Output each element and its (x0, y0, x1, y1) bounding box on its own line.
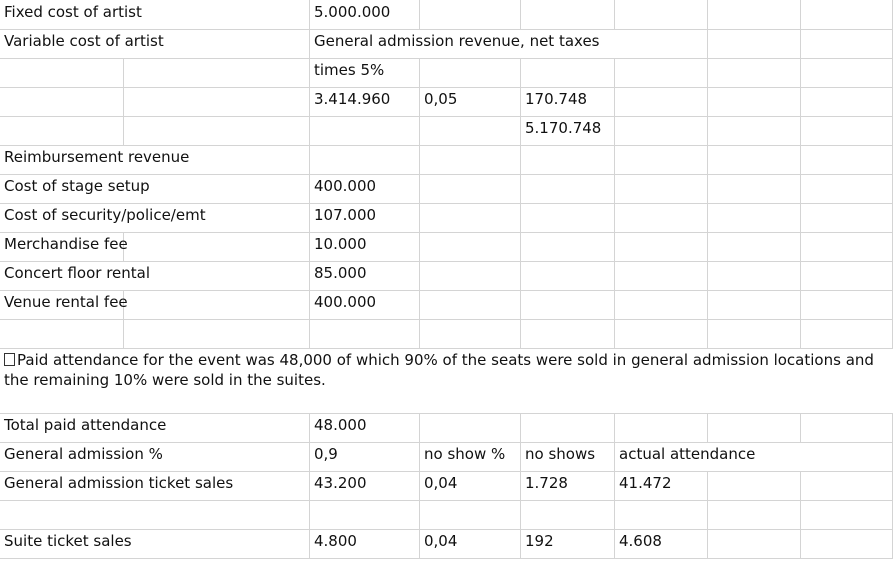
cell[interactable] (708, 501, 801, 529)
cell[interactable] (521, 59, 615, 87)
cell[interactable] (124, 88, 310, 116)
cell[interactable] (310, 146, 420, 174)
cell[interactable] (801, 501, 893, 529)
label-total-paid-attendance: Total paid attendance (4, 416, 167, 434)
cell[interactable] (708, 146, 801, 174)
label-ga-percent: General admission % (4, 445, 163, 463)
sheet-row (0, 30, 893, 59)
cell[interactable] (801, 0, 893, 29)
cell[interactable] (615, 204, 708, 232)
sheet-row (0, 0, 893, 30)
cell[interactable] (615, 175, 708, 203)
cell[interactable] (801, 443, 893, 471)
cell[interactable] (708, 233, 801, 261)
checkbox-glyph-icon (4, 353, 15, 366)
cell[interactable] (708, 117, 801, 145)
label-stage-setup: Cost of stage setup (4, 177, 150, 195)
value-merchandise-fee: 10.000 (314, 235, 367, 253)
cell[interactable] (420, 233, 521, 261)
cell[interactable] (615, 262, 708, 290)
cell[interactable] (124, 59, 310, 87)
sheet-row (0, 59, 893, 88)
sheet-row (0, 501, 893, 530)
value-floor-rental: 85.000 (314, 264, 367, 282)
value-stage-setup: 400.000 (314, 177, 377, 195)
cell[interactable] (124, 233, 310, 261)
cell[interactable] (420, 291, 521, 319)
sheet-row (0, 233, 893, 262)
sheet-row (0, 291, 893, 320)
cell[interactable] (801, 88, 893, 116)
sheet-row (0, 204, 893, 233)
cell[interactable] (801, 320, 893, 348)
cell[interactable] (801, 204, 893, 232)
cell[interactable] (708, 59, 801, 87)
sheet-row (0, 262, 893, 291)
cell[interactable] (124, 320, 310, 348)
cell[interactable] (521, 175, 615, 203)
cell[interactable] (124, 117, 310, 145)
cell[interactable] (801, 30, 893, 58)
label-suite-ticket-sales: Suite ticket sales (4, 532, 132, 550)
cell[interactable] (420, 117, 521, 145)
cell[interactable] (420, 59, 521, 87)
value-venue-rental: 400.000 (314, 293, 377, 311)
cell[interactable] (615, 414, 708, 442)
cell[interactable] (801, 175, 893, 203)
cell[interactable] (801, 146, 893, 174)
cell[interactable] (801, 472, 893, 500)
cell[interactable] (708, 472, 801, 500)
sheet-row (0, 414, 893, 443)
cell[interactable] (521, 233, 615, 261)
label-ga-ticket-sales: General admission ticket sales (4, 474, 234, 492)
value-total-artist-cost: 5.170.748 (525, 119, 602, 137)
header-actual-attendance: actual attendance (619, 445, 756, 463)
header-no-show-pct: no show % (424, 445, 506, 463)
text-times-5pct: times 5% (314, 61, 385, 79)
sheet-row (0, 320, 893, 349)
value-suite-ticket-sales: 4.800 (314, 532, 357, 550)
label-floor-rental: Concert floor rental (4, 264, 151, 282)
sheet-row (0, 146, 893, 175)
value-security: 107.000 (314, 206, 377, 224)
sheet-row (0, 530, 893, 559)
value-rate: 0,05 (424, 90, 458, 108)
cell[interactable] (420, 146, 521, 174)
cell[interactable] (420, 320, 521, 348)
cell[interactable] (420, 501, 521, 529)
cell[interactable] (615, 291, 708, 319)
cell[interactable] (708, 530, 801, 558)
value-ga-revenue: 3.414.960 (314, 90, 391, 108)
sheet-row (0, 88, 893, 117)
cell[interactable] (801, 291, 893, 319)
value-ga-actual: 41.472 (619, 474, 672, 492)
cell[interactable] (0, 117, 124, 145)
label-variable-cost: Variable cost of artist (4, 32, 164, 50)
cell[interactable] (708, 88, 801, 116)
label-reimbursement-revenue: Reimbursement revenue (4, 148, 190, 166)
cell[interactable] (708, 414, 801, 442)
cell[interactable] (708, 291, 801, 319)
cell[interactable] (801, 530, 893, 558)
cell[interactable] (615, 233, 708, 261)
cell[interactable] (0, 88, 124, 116)
cell[interactable] (615, 117, 708, 145)
header-no-shows: no shows (525, 445, 596, 463)
value-fixed-cost: 5.000.000 (314, 3, 391, 21)
cell[interactable] (310, 501, 420, 529)
cell[interactable] (708, 175, 801, 203)
cell[interactable] (708, 30, 801, 58)
cell[interactable] (420, 262, 521, 290)
cell[interactable] (615, 30, 708, 58)
value-ga-percent: 0,9 (314, 445, 338, 463)
cell[interactable] (0, 320, 124, 348)
attendance-note-text: Paid attendance for the event was 48,000 of which 90% of the seats were sold in general admission locations and the remaining 10% were sold in the suites. (4, 351, 874, 389)
cell[interactable] (420, 204, 521, 232)
cell[interactable] (615, 501, 708, 529)
cell[interactable] (801, 262, 893, 290)
cell[interactable] (708, 0, 801, 29)
value-ga-no-show-pct: 0,04 (424, 474, 458, 492)
label-venue-rental: Venue rental fee (4, 293, 128, 311)
value-suite-no-show-pct: 0,04 (424, 532, 458, 550)
cell[interactable] (615, 59, 708, 87)
cell[interactable] (420, 0, 521, 29)
cell[interactable] (521, 414, 615, 442)
cell[interactable] (521, 0, 615, 29)
text-general-admission-revenue: General admission revenue, net taxes (314, 32, 600, 50)
sheet-row (0, 472, 893, 501)
cell[interactable] (615, 146, 708, 174)
cell[interactable] (615, 0, 708, 29)
value-suite-actual: 4.608 (619, 532, 662, 550)
label-merchandise-fee: Merchandise fee (4, 235, 128, 253)
cell[interactable] (420, 414, 521, 442)
cell[interactable] (521, 146, 615, 174)
cell[interactable] (521, 501, 615, 529)
cell[interactable] (801, 117, 893, 145)
value-ga-no-shows: 1.728 (525, 474, 568, 492)
cell[interactable] (801, 233, 893, 261)
cell[interactable] (310, 320, 420, 348)
cell[interactable] (708, 262, 801, 290)
value-suite-no-shows: 192 (525, 532, 554, 550)
value-total-paid-attendance: 48.000 (314, 416, 367, 434)
sheet-row (0, 117, 893, 146)
cell[interactable] (521, 204, 615, 232)
attendance-note (4, 350, 884, 390)
cell[interactable] (521, 262, 615, 290)
sheet-row (0, 175, 893, 204)
label-security: Cost of security/police/emt (4, 206, 206, 224)
cell[interactable] (708, 204, 801, 232)
cell[interactable] (521, 291, 615, 319)
cell[interactable] (615, 320, 708, 348)
cell[interactable] (420, 175, 521, 203)
value-variable-amount: 170.748 (525, 90, 588, 108)
value-ga-ticket-sales: 43.200 (314, 474, 367, 492)
cell[interactable] (708, 320, 801, 348)
cell[interactable] (801, 59, 893, 87)
cell[interactable] (0, 59, 124, 87)
cell[interactable] (521, 320, 615, 348)
cell[interactable] (801, 414, 893, 442)
label-fixed-cost: Fixed cost of artist (4, 3, 142, 21)
cell[interactable] (0, 501, 310, 529)
cell[interactable] (310, 117, 420, 145)
cell[interactable] (124, 291, 310, 319)
sheet-row (0, 443, 893, 472)
cell[interactable] (615, 88, 708, 116)
